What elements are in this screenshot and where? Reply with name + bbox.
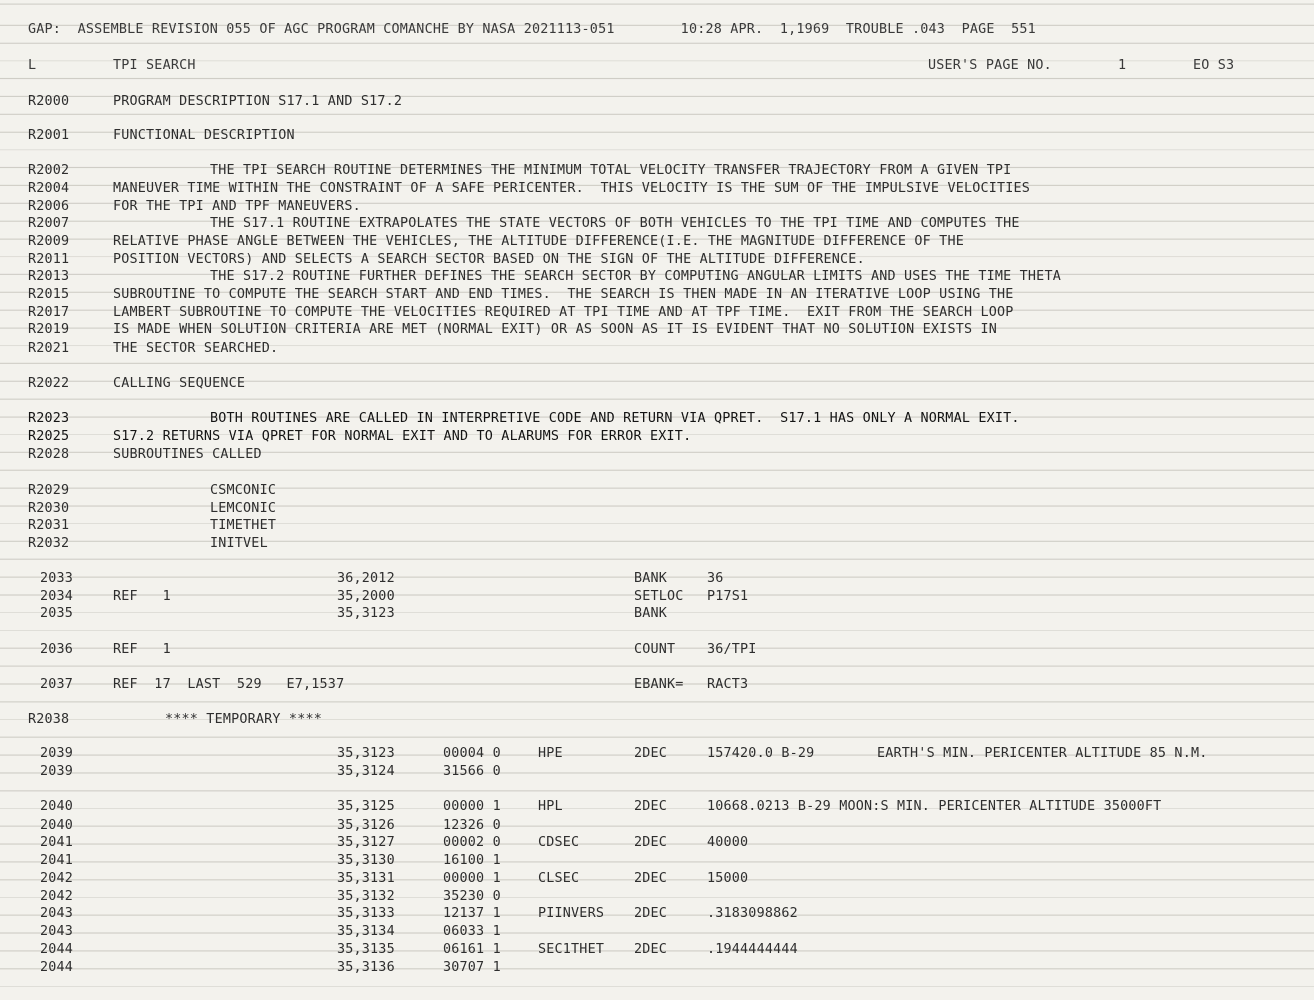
line-number: R2006 — [28, 199, 70, 214]
line-number: R2023 — [28, 411, 70, 426]
code-line — [0, 817, 1314, 835]
symbol: CDSEC — [538, 835, 580, 850]
line-number: 2043 — [40, 924, 74, 939]
octal-word: 30707 1 — [443, 960, 501, 975]
location: 35,3127 — [337, 835, 395, 850]
line-text: THE TPI SEARCH ROUTINE DETERMINES THE MINIMUM TOTAL VELOCITY TRANSFER TRAJECTORY FROM A GIVEN TPI — [210, 163, 1012, 178]
code-line — [0, 798, 1314, 816]
users-page-number: 1 — [1118, 58, 1127, 73]
location: 35,3125 — [337, 799, 395, 814]
line-text: CALLING SEQUENCE — [113, 376, 246, 391]
listing-line — [0, 375, 1314, 393]
users-page-label: USER'S PAGE NO. — [928, 58, 1052, 73]
listing-line — [0, 446, 1314, 464]
line-number: 2039 — [40, 746, 74, 761]
line-number: 2034 — [40, 589, 74, 604]
listing-line — [0, 340, 1314, 358]
line-number: R2032 — [28, 536, 70, 551]
location: 35,3136 — [337, 960, 395, 975]
line-number: 2042 — [40, 871, 74, 886]
symbol: HPL — [538, 799, 563, 814]
line-number: 2037 — [40, 677, 74, 692]
listing-line — [0, 304, 1314, 322]
line-text: FOR THE TPI AND TPF MANEUVERS. — [113, 199, 361, 214]
line-number: 2036 — [40, 642, 74, 657]
location: 35,3126 — [337, 818, 395, 833]
listing-line — [0, 93, 1314, 111]
line-number: R2030 — [28, 501, 70, 516]
code-line — [0, 852, 1314, 870]
code-line — [0, 959, 1314, 977]
code-line — [0, 605, 1314, 623]
line-number: R2025 — [28, 429, 70, 444]
line-number: R2000 — [28, 94, 70, 109]
line-number: R2013 — [28, 269, 70, 284]
line-text: THE S17.1 ROUTINE EXTRAPOLATES THE STATE VECTORS OF BOTH VEHICLES TO THE TPI TIME AND COMPUTES THE — [210, 216, 1020, 231]
listing-line — [0, 321, 1314, 339]
opcode: 2DEC — [634, 871, 668, 886]
line-number: R2021 — [28, 341, 70, 356]
line-number: 2040 — [40, 799, 74, 814]
listing-line — [0, 500, 1314, 518]
octal-word: 06033 1 — [443, 924, 501, 939]
line-text: CSMCONIC — [210, 483, 277, 498]
line-text: THE S17.2 ROUTINE FURTHER DEFINES THE SEARCH SECTOR BY COMPUTING ANGULAR LIMITS AND USES THE TIME THETA — [210, 269, 1061, 284]
location: 35,3123 — [337, 746, 395, 761]
line-number: 2044 — [40, 960, 74, 975]
line-number: R2011 — [28, 252, 70, 267]
code-line — [0, 676, 1314, 694]
opcode: 2DEC — [634, 746, 668, 761]
line-text: THE SECTOR SEARCHED. — [113, 341, 279, 356]
symbol: SEC1THET — [538, 942, 605, 957]
line-text: FUNCTIONAL DESCRIPTION — [113, 128, 295, 143]
operand: 36/TPI — [707, 642, 757, 657]
code-line — [0, 870, 1314, 888]
line-text: POSITION VECTORS) AND SELECTS A SEARCH SECTOR BASED ON THE SIGN OF THE ALTITUDE DIFFERENCE. — [113, 252, 865, 267]
listing-line — [0, 286, 1314, 304]
line-number: 2041 — [40, 835, 74, 850]
line-number: R2007 — [28, 216, 70, 231]
operand: P17S1 — [707, 589, 749, 604]
line-number: 2039 — [40, 764, 74, 779]
operand: .3183098862 — [707, 906, 798, 921]
line-number: 2043 — [40, 906, 74, 921]
symbol: CLSEC — [538, 871, 580, 886]
listing-line — [0, 517, 1314, 535]
line-number: R2029 — [28, 483, 70, 498]
reference: REF 1 — [113, 589, 171, 604]
opcode: EBANK= — [634, 677, 684, 692]
opcode: 2DEC — [634, 835, 668, 850]
line-text: BOTH ROUTINES ARE CALLED IN INTERPRETIVE CODE AND RETURN VIA QPRET. S17.1 HAS ONLY A NORMAL EXIT. — [210, 411, 1020, 426]
line-number: R2031 — [28, 518, 70, 533]
location: 36,2012 — [337, 571, 395, 586]
octal-word: 16100 1 — [443, 853, 501, 868]
octal-word: 00000 1 — [443, 799, 501, 814]
reference: REF 1 — [113, 642, 171, 657]
line-text: PROGRAM DESCRIPTION S17.1 AND S17.2 — [113, 94, 403, 109]
operand: 15000 — [707, 871, 749, 886]
opcode: BANK — [634, 571, 668, 586]
operand: 157420.0 B-29 — [707, 746, 815, 761]
line-text: LAMBERT SUBROUTINE TO COMPUTE THE VELOCITIES REQUIRED AT TPI TIME AND AT TPF TIME. EXIT FROM THE SEARCH LOOP — [113, 305, 1014, 320]
location: 35,3130 — [337, 853, 395, 868]
line-number: 2040 — [40, 818, 74, 833]
opcode: 2DEC — [634, 799, 668, 814]
line-number: R2001 — [28, 128, 70, 143]
line-number: 2044 — [40, 942, 74, 957]
line-number: R2019 — [28, 322, 70, 337]
octal-word: 00002 0 — [443, 835, 501, 850]
code-line — [0, 888, 1314, 906]
line-text: INITVEL — [210, 536, 268, 551]
line-text: TIMETHET — [210, 518, 277, 533]
location: 35,3135 — [337, 942, 395, 957]
operand: 10668.0213 B-29 MOON:S MIN. PERICENTER ALTITUDE 35000FT — [707, 799, 1162, 814]
listing-line — [0, 482, 1314, 500]
code-line — [0, 641, 1314, 659]
octal-word: 12326 0 — [443, 818, 501, 833]
code-line — [0, 588, 1314, 606]
code-line — [0, 711, 1314, 729]
listing-line — [0, 215, 1314, 233]
line-number: R2015 — [28, 287, 70, 302]
octal-word: 00000 1 — [443, 871, 501, 886]
line-number: 2033 — [40, 571, 74, 586]
remark-text: **** TEMPORARY **** — [165, 712, 322, 727]
opcode: SETLOC — [634, 589, 684, 604]
listing-line — [0, 251, 1314, 269]
opcode: COUNT — [634, 642, 676, 657]
line-number: R2022 — [28, 376, 70, 391]
line-number: R2009 — [28, 234, 70, 249]
line-number: R2028 — [28, 447, 70, 462]
reference: REF 17 LAST 529 E7,1537 — [113, 677, 345, 692]
line-text: LEMCONIC — [210, 501, 277, 516]
comment: EARTH'S MIN. PERICENTER ALTITUDE 85 N.M. — [877, 746, 1208, 761]
code-line — [0, 834, 1314, 852]
listing-line — [0, 233, 1314, 251]
code-line — [0, 923, 1314, 941]
code-line — [0, 763, 1314, 781]
code-line — [0, 570, 1314, 588]
line-text: MANEUVER TIME WITHIN THE CONSTRAINT OF A SAFE PERICENTER. THIS VELOCITY IS THE SUM OF THE IMPULSIVE VELOCITIES — [113, 181, 1031, 196]
line-number: 2042 — [40, 889, 74, 904]
code-line — [0, 905, 1314, 923]
octal-word: 00004 0 — [443, 746, 501, 761]
location: 35,3123 — [337, 606, 395, 621]
octal-word: 12137 1 — [443, 906, 501, 921]
opcode: BANK — [634, 606, 668, 621]
location: 35,3133 — [337, 906, 395, 921]
line-number: 2035 — [40, 606, 74, 621]
opcode: 2DEC — [634, 906, 668, 921]
octal-word: 06161 1 — [443, 942, 501, 957]
listing-header-line — [0, 21, 1314, 39]
listing-line — [0, 428, 1314, 446]
operand: 40000 — [707, 835, 749, 850]
listing-line — [0, 162, 1314, 180]
location: 35,3124 — [337, 764, 395, 779]
code-line — [0, 941, 1314, 959]
location: 35,3132 — [337, 889, 395, 904]
location: 35,3134 — [337, 924, 395, 939]
line-number: R2038 — [28, 712, 70, 727]
listing-line — [0, 268, 1314, 286]
line-number: R2002 — [28, 163, 70, 178]
code-line — [0, 745, 1314, 763]
listing-line — [0, 198, 1314, 216]
listing-line — [0, 180, 1314, 198]
location: 35,3131 — [337, 871, 395, 886]
header-text: GAP: ASSEMBLE REVISION 055 OF AGC PROGRAM COMANCHE BY NASA 2021113-051 10:28 APR. 1,1969 TROUBLE .043 PAGE 551 — [28, 22, 1036, 37]
symbol: HPE — [538, 746, 563, 761]
listing-subheader-line — [0, 57, 1314, 75]
listing-type: L — [28, 58, 37, 73]
operand: RACT3 — [707, 677, 749, 692]
line-text: SUBROUTINES CALLED — [113, 447, 262, 462]
section-title: TPI SEARCH — [113, 58, 196, 73]
eo-code: EO S3 — [1193, 58, 1235, 73]
listing-line — [0, 410, 1314, 428]
line-number: R2004 — [28, 181, 70, 196]
listing-line — [0, 535, 1314, 553]
line-number: R2017 — [28, 305, 70, 320]
octal-word: 35230 0 — [443, 889, 501, 904]
opcode: 2DEC — [634, 942, 668, 957]
listing-line — [0, 127, 1314, 145]
location: 35,2000 — [337, 589, 395, 604]
operand: 36 — [707, 571, 724, 586]
line-text: SUBROUTINE TO COMPUTE THE SEARCH START AND END TIMES. THE SEARCH IS THEN MADE IN AN ITERATIVE LOOP USING THE — [113, 287, 1014, 302]
line-text: RELATIVE PHASE ANGLE BETWEEN THE VEHICLES, THE ALTITUDE DIFFERENCE(I.E. THE MAGNITUDE DIFFERENCE OF THE — [113, 234, 964, 249]
line-number: 2041 — [40, 853, 74, 868]
symbol: PIINVERS — [538, 906, 605, 921]
octal-word: 31566 0 — [443, 764, 501, 779]
operand: .1944444444 — [707, 942, 798, 957]
line-text: IS MADE WHEN SOLUTION CRITERIA ARE MET (NORMAL EXIT) OR AS SOON AS IT IS EVIDENT THAT NO SOLUTION EXISTS IN — [113, 322, 998, 337]
line-text: S17.2 RETURNS VIA QPRET FOR NORMAL EXIT AND TO ALARUMS FOR ERROR EXIT. — [113, 429, 692, 444]
